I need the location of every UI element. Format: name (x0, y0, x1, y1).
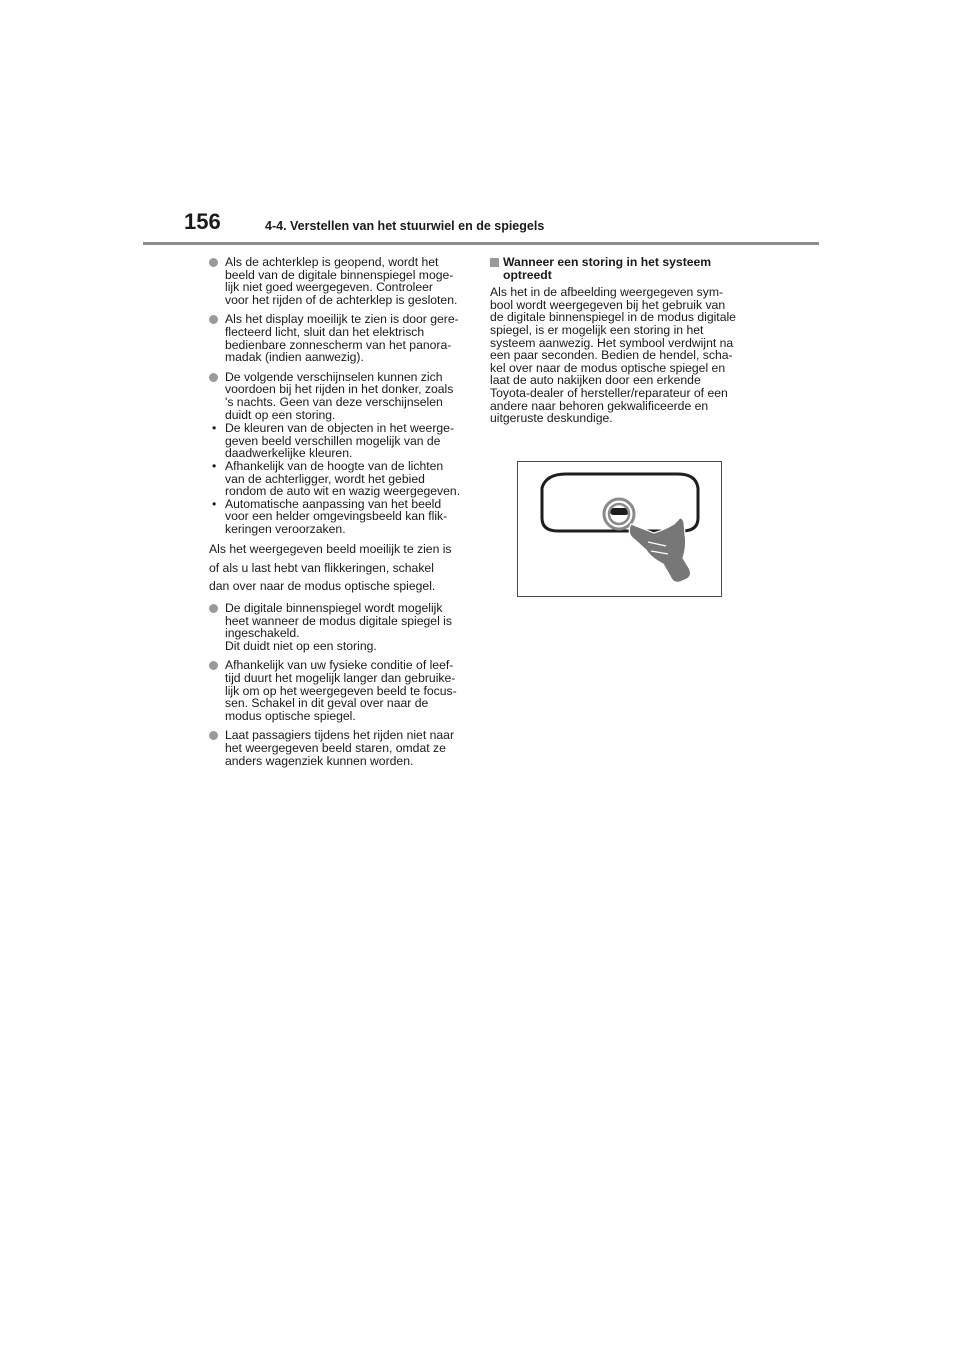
text-line: ingeschakeld. (225, 626, 300, 641)
rearview-mirror-icon (542, 474, 698, 531)
bullet-dot-icon (209, 731, 218, 740)
heading-line: Wanneer een storing in het systeem (503, 255, 712, 269)
text-line: van de achterligger, wordt het gebied (225, 471, 425, 486)
bullet-item (209, 602, 471, 652)
dash-bullet-icon: • (212, 458, 217, 473)
bullet-dot-icon (209, 604, 218, 613)
text-line: Dit duidt niet op een storing. (225, 638, 377, 653)
bullet-dot-icon (209, 258, 218, 267)
text-line: De kleuren van de objecten in het weerge- (225, 421, 454, 436)
text-line: Toyota-dealer of hersteller/reparateur of een (490, 385, 728, 400)
square-bullet-icon (490, 258, 499, 267)
paragraph (209, 540, 471, 596)
dash-bullet-icon: • (212, 496, 217, 511)
text-line: sen. Schakel in dit geval over naar de (225, 696, 429, 711)
text-line: het weergegeven beeld staren, omdat ze (225, 740, 446, 755)
mirror-illustration (517, 461, 722, 597)
left-column (209, 256, 471, 774)
text-line: Automatische aanpassing van het beeld (225, 496, 442, 511)
text-line: uitgeruste deskundige. (490, 411, 613, 426)
text-line: andere naar behoren gekwalificeerde en (490, 398, 709, 413)
text-line: 's nachts. Geen van deze verschijnselen (225, 394, 443, 409)
mirror-svg (518, 462, 721, 596)
dash-item (209, 498, 471, 536)
text-line: laat de auto nakijken door een erkende (490, 373, 701, 388)
text-line: duidt op een storing. (225, 407, 336, 422)
text-line: modus optische spiegel. (225, 708, 356, 723)
header-rule (143, 242, 819, 245)
text-line: flecteerd licht, sluit dan het elektrisch (225, 324, 425, 339)
text-line: kel over naar de modus optische spiegel en (490, 360, 726, 375)
text-line: Als het weergegeven beeld moeilijk te zien is (209, 542, 452, 557)
paragraph (490, 286, 755, 425)
text-line: dan over naar de modus optische spiegel. (209, 579, 436, 594)
bullet-dot-icon (209, 373, 218, 382)
text-line: voor een helder omgevingsbeeld kan flik- (225, 509, 448, 524)
bullet-item (209, 659, 471, 722)
section-title: 4-4. Verstellen van het stuurwiel en de spiegels (265, 219, 545, 233)
text-line: bedienbare zonnescherm van het panora- (225, 337, 452, 352)
text-line: lijk om op het weergegeven beeld te focus- (225, 683, 457, 698)
dash-item (209, 422, 471, 460)
text-line: voordoen bij het rijden in het donker, zoals (225, 382, 454, 397)
text-line: geven beeld verschillen mogelijk van de (225, 433, 441, 448)
bullet-item (209, 729, 471, 767)
text-line: Afhankelijk van de hoogte van de lichten (225, 458, 444, 473)
text-line: anders wagenziek kunnen worden. (225, 753, 414, 768)
text-line: keringen veroorzaken. (225, 521, 346, 536)
bullet-item (209, 256, 471, 306)
text-line: bool wordt weergegeven bij het gebruik van (490, 297, 726, 312)
dash-bullet-icon: • (212, 421, 217, 436)
text-line: Laat passagiers tijdens het rijden niet naar (225, 728, 454, 743)
text-line: of als u last hebt van flikkeringen, schakel (209, 560, 434, 575)
text-line: voor het rijden of de achterklep is gesloten. (225, 292, 458, 307)
text-line: rondom de auto wit en wazig weergegeven. (225, 484, 461, 499)
text-line: lijk niet goed weergegeven. Controleer (225, 280, 433, 295)
bullet-item (209, 371, 471, 421)
dash-list (209, 422, 471, 535)
text-line: spiegel, is er mogelijk een storing in het (490, 322, 704, 337)
dash-item (209, 460, 471, 498)
text-line: de digitale binnenspiegel in de modus digitale (490, 310, 736, 325)
bullet-dot-icon (209, 661, 218, 670)
page-number: 156 (184, 209, 221, 234)
text-line: madak (indien aanwezig). (225, 350, 364, 365)
text-line: daadwerkelijke kleuren. (225, 446, 353, 461)
text-line: beeld van de digitale binnenspiegel moge- (225, 267, 454, 282)
text-line: De digitale binnenspiegel wordt mogelijk (225, 600, 443, 615)
text-line: Als de achterklep is geopend, wordt het (225, 255, 439, 269)
text-line: Als het in de afbeelding weergegeven sym- (490, 285, 724, 300)
text-line: De volgende verschijnselen kunnen zich (225, 369, 443, 384)
bullet-dot-icon (209, 315, 218, 324)
right-column (490, 256, 755, 432)
text-line: tijd duurt het mogelijk langer dan gebruike- (225, 670, 456, 685)
text-line: heet wanneer de modus digitale spiegel is (225, 613, 452, 628)
text-line: Als het display moeilijk te zien is door gere- (225, 312, 459, 327)
text-line: Afhankelijk van uw fysieke conditie of leef- (225, 658, 454, 673)
text-line: een paar seconden. Bedien de hendel, scha- (490, 348, 733, 363)
text-line: systeem aanwezig. Het symbool verdwijnt na (490, 335, 734, 350)
section-heading (490, 256, 755, 281)
bullet-item (209, 313, 471, 363)
heading-line: optreedt (503, 267, 552, 282)
